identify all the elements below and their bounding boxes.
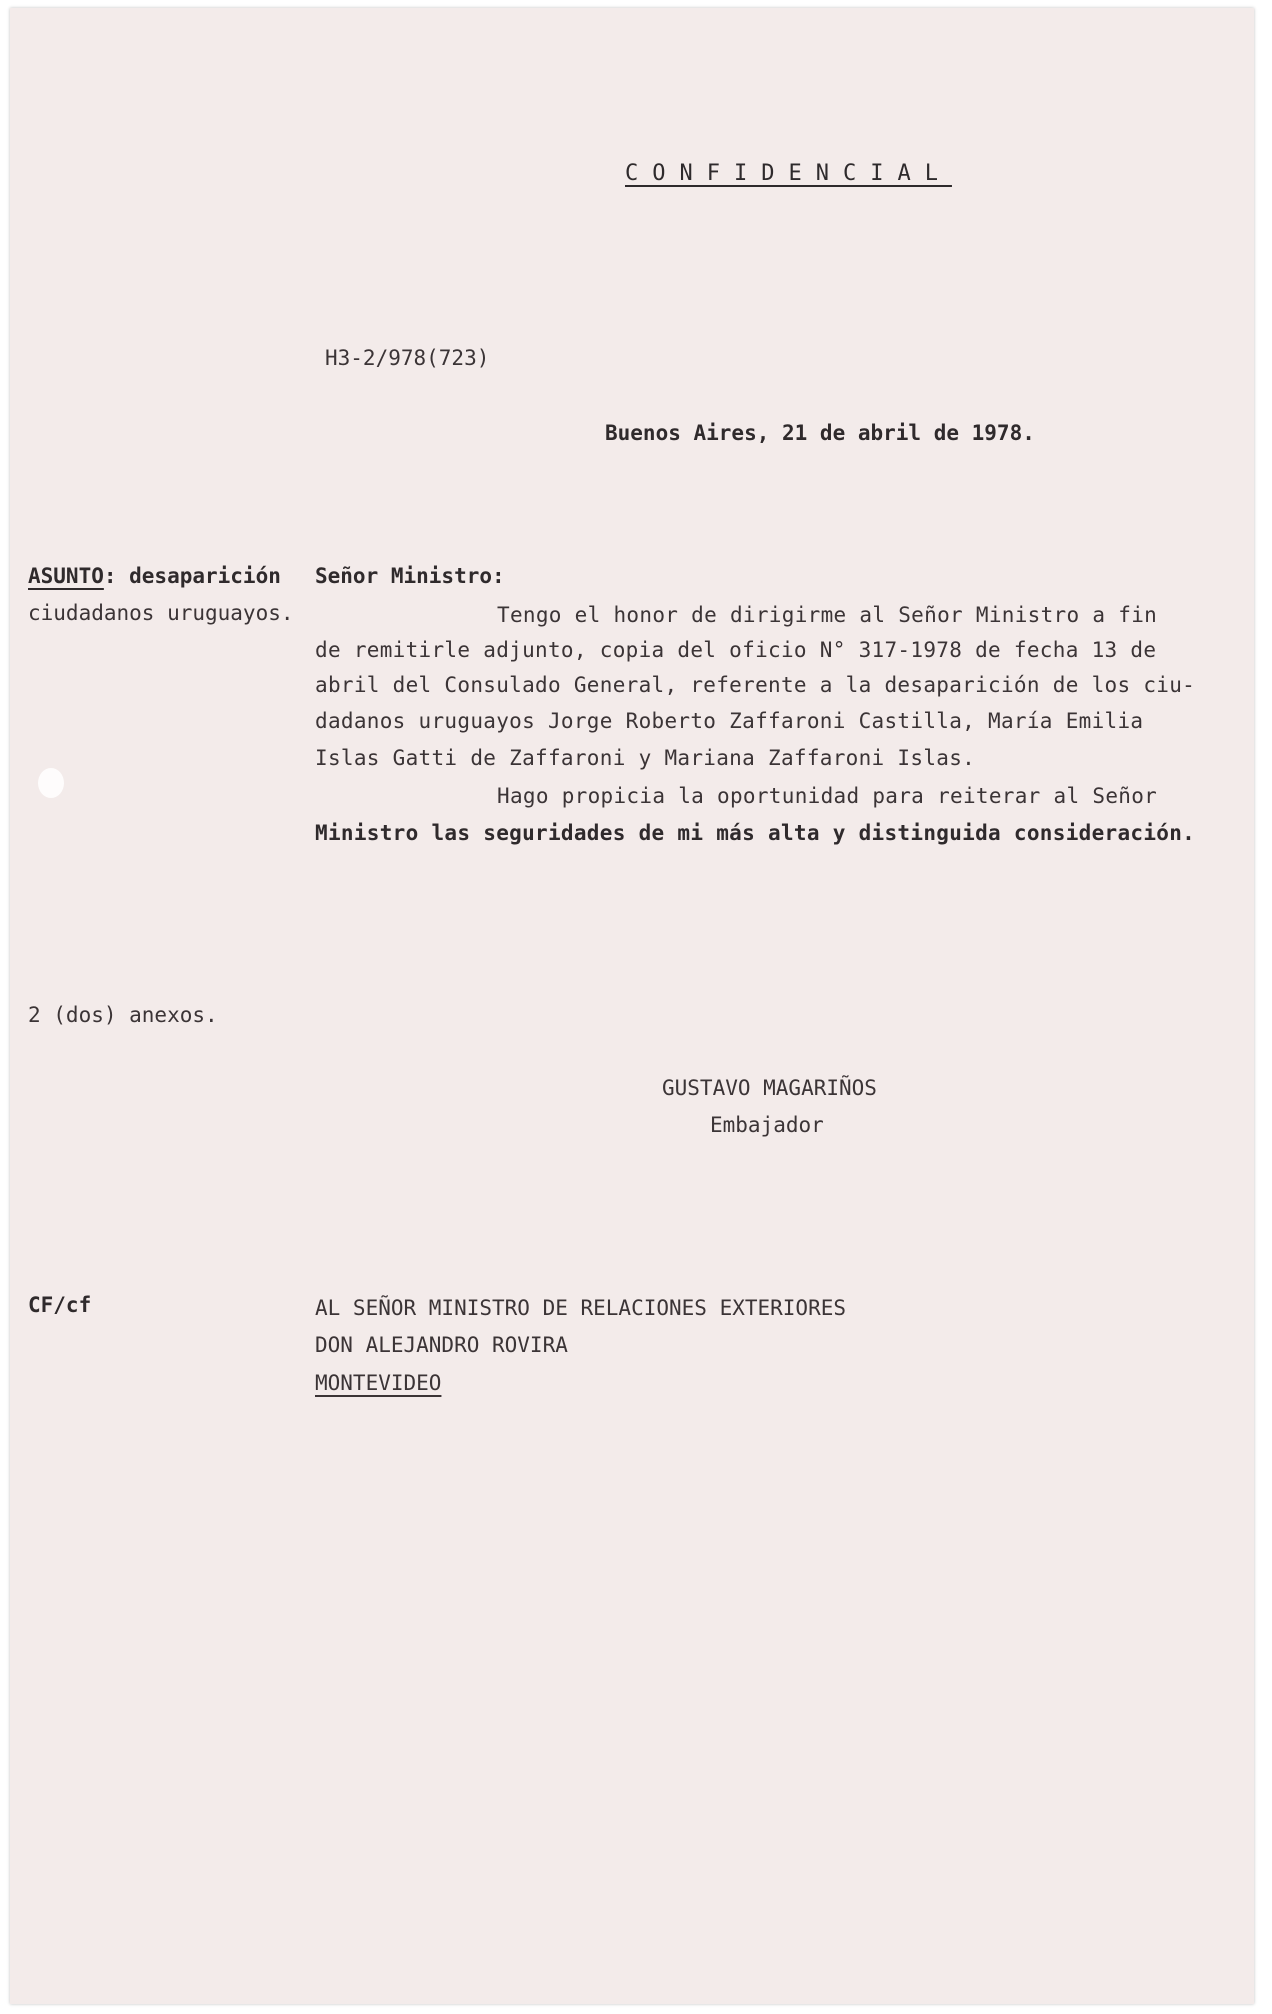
signatory-title: Embajador	[710, 1113, 824, 1137]
body-line-6: Hago propicia la oportunidad para reiterar al Señor	[497, 784, 1158, 808]
reference-number: H3-2/978(723)	[325, 346, 490, 370]
annexes-note: 2 (dos) anexos.	[28, 1003, 218, 1027]
body-line-1: Tengo el honor de dirigirme al Señor Ministro a fin	[497, 603, 1158, 627]
subject-line-2: ciudadanos uruguayos.	[28, 601, 294, 625]
body-line-3: abril del Consulado General, referente a la desaparición de los ciu-	[315, 673, 1196, 697]
body-line-7: Ministro las seguridades de mi más alta y distinguida consideración.	[315, 821, 1196, 845]
body-line-4: dadanos uruguayos Jorge Roberto Zaffaroni Castilla, María Emilia	[315, 709, 1144, 733]
recipient-line-2: DON ALEJANDRO ROVIRA	[315, 1333, 568, 1357]
body-line-5: Islas Gatti de Zaffaroni y Mariana Zaffaroni Islas.	[315, 746, 976, 770]
place-and-date: Buenos Aires, 21 de abril de 1978.	[605, 421, 1035, 445]
recipient-line-1: AL SEÑOR MINISTRO DE RELACIONES EXTERIORES	[315, 1296, 847, 1320]
letter-sheet	[10, 8, 1254, 2004]
recipient-line-3: MONTEVIDEO	[315, 1371, 442, 1395]
classification-heading: CONFIDENCIAL	[625, 161, 952, 186]
salutation: Señor Ministro:	[315, 564, 505, 588]
typist-initials: CF/cf	[28, 1293, 92, 1317]
punch-hole-mark	[38, 768, 64, 798]
subject-label: ASUNTO	[28, 564, 104, 588]
signatory-name: GUSTAVO MAGARIÑOS	[662, 1076, 877, 1100]
subject-line-1	[28, 566, 281, 587]
body-line-2: de remitirle adjunto, copia del oficio N° 317-1978 de fecha 13 de	[315, 638, 1157, 662]
subject-text: : desaparición	[103, 564, 281, 588]
